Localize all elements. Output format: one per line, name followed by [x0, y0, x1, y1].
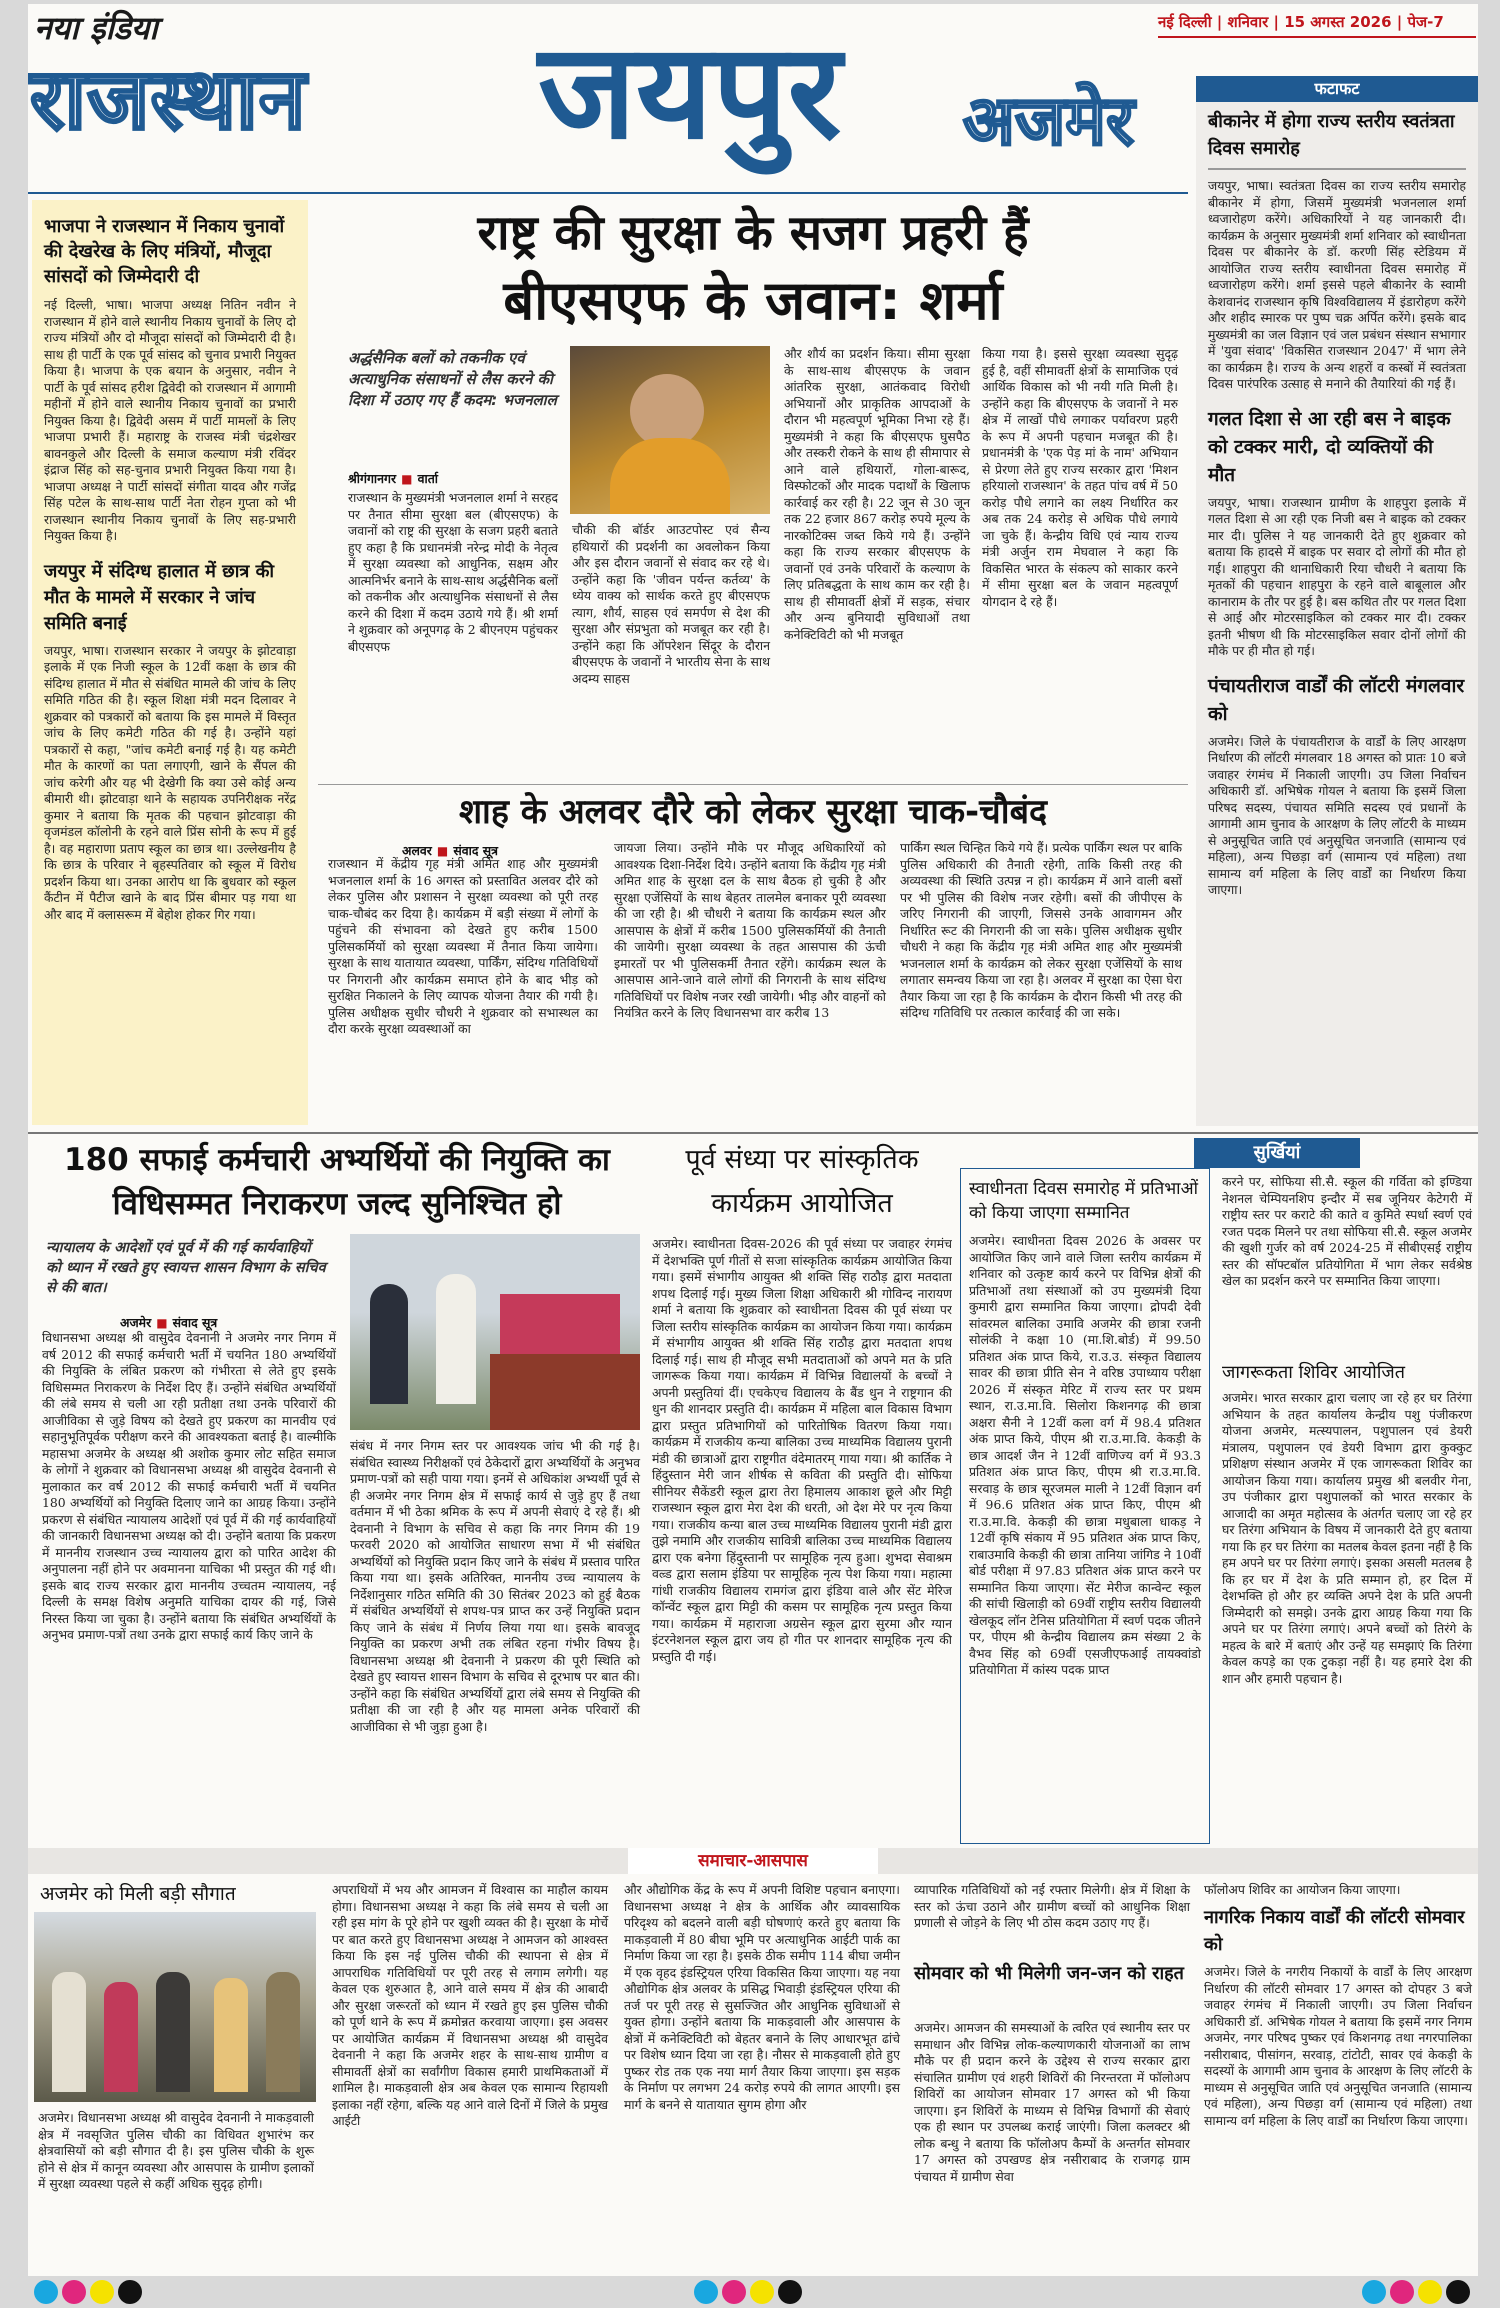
right-marks: [1362, 2280, 1474, 2308]
brand-logo: नया इंडिया: [34, 9, 158, 47]
lead-photo: [570, 346, 770, 514]
aaspaas-story1-title: अजमेर को मिली बड़ी सौगात: [40, 1883, 236, 1905]
shah-col2: जायजा लिया। उन्होंने मौके पर मौजूद अधिकारियों को आवश्यक दिशा-निर्देश दिये। उन्होंने बताया कि केंद्रीय गृह मंत्री अमित शाह के सुरक्षा दल के साथ बैठक हो चुकी है और सुरक्षा एजेंसियों के साथ बेहतर तालमेल बनाकर पूरी व्यवस्था की जा रही है। श्री चौधरी ने बताया कि कार्यक्रम स्थल और आसपास के क्षेत्रों में करीब 1500 पुलिसकर्मियों की तैनाती की जायेगी। सुरक्षा व्यवस्था के तहत आसपास की ऊंची इमारतों पर भी पुलिसकर्मी तैनात रहेंगे। कार्यक्रम स्थल के आसपास आने-जाने वाले लोगों की निगरानी के साथ संदिग्ध गतिविधियों पर विशेष नजर रखी जायेगी। भीड़ और वाहनों को नियंत्रित करने के लिए विधानसभा वार करीब 13: [614, 840, 886, 1020]
lead-col4: किया गया है। इससे सुरक्षा व्यवस्था सुदृढ़ हुई है, वहीं सीमावर्ती क्षेत्रों के सामाजिक एवं आर्थिक विकास को भी नयी गति मिली है। उन्होंने कहा कि बीएसएफ के जवानों ने मरु क्षेत्र में लाखों पौधे लगाकर पर्यावरण प्रहरी के रूप में अपनी पहचान मजबूत की है। प्रधानमंत्री के 'एक पेड़ मां के नाम' अभियान से प्रेरणा लेते हुए राज्य सरकार द्वारा 'मिशन हरियालो राजस्थान' के तहत पांच वर्ष में 50 करोड़ पौधे लगाने का लक्ष्य निर्धारित कर अब तक 24 करोड़ से अधिक पौधे लगाये जा चुके हैं। केन्द्रीय विधि एवं न्याय राज्य मंत्री अर्जुन राम मेघवाल ने कहा कि विकसित भारत के संकल्प को साकार करने में सीमा सुरक्षा बल के जवान महत्वपूर्ण योगदान दे रहे हैं।: [982, 346, 1178, 609]
lead-story: [318, 200, 1188, 780]
sandhya-body: अजमेर। स्वाधीनता दिवस-2026 की पूर्व संध्या पर जवाहर रंगमंच में देशभक्ति पूर्ण गीतों से सजा सांस्कृतिक कार्यक्रम आयोजित किया गया। इसमें संभागीय आयुक्त श्री शक्ति सिंह राठौड़ द्वारा मतदाता शपथ दिलाई गई। मुख्य जिला शिक्षा अधिकारी श्री गोविन्द नारायण शर्मा ने बताया कि शुक्रवार को स्वाधीनता दिवस की पूर्व संध्या पर जिला स्तरीय सांस्कृतिक कार्यक्रम का आयोजन किया गया। कार्यक्रम में संभागीय आयुक्त श्री शक्ति सिंह राठौड़ द्वारा मतदाता शपथ दिलाई गई। साथ ही मौजूद सभी मतदाताओं को अपने मत के प्रति जागरूक किया गया। कार्यक्रम में विभिन्न विद्यालयों के बच्चों ने अपनी प्रस्तुतियां दीं। एचकेएच विद्यालय के बैंड धुन ने राष्ट्रगान की धुन की शानदार प्रस्तुति दी। कार्यक्रम में महिला बाल विकास विभाग द्वारा प्रस्तुत प्रतिभागियों को पारितोषिक वितरण किया गया। कार्यक्रम में राजकीय कन्या बालिका उच्च माध्यमिक विद्यालय पुरानी मंडी की छात्राओं द्वारा राष्ट्रगीत वंदेमातरम् गाया गया। श्री कार्तिक ने हिंदुस्तान मेरी जान शीर्षक से कविता की प्रस्तुति दी। सोफिया सीनियर सैकेंडरी स्कूल द्वारा तेरा हिमालय आकाश छूले और मिट्टी राजस्थान स्कूल द्वारा मेरा देश की धरती, ओ देश मेरे पर नृत्य किया गया। राजकीय कन्या बाल उच्च माध्यमिक विद्यालय पुरानी मंडी द्वारा तुझे नमामि और राजकीय सावित्री बालिका उच्च माध्यमिक विद्यालय द्वारा एक बनेगा हिंदुस्तानी पर सामूहिक नृत्य हुआ। शुभदा सेवाश्रम वल्र्ड द्वारा सलाम इंडिया पर सामूहिक नृत्य पेश किया गया। महात्मा गांधी राजकीय विद्यालय रामगंज द्वारा इंडिया वाले और सेंट मेरिज कॉन्वेंट स्कूल द्वारा मिट्टी की कसम पर सामूहिक नृत्य प्रस्तुत किया गया। कार्यक्रम में महाराजा अग्रसेन स्कूल द्वारा सुरमा और ग्यान इंटरनेशनल स्कूल द्वारा जय हो गीत पर शानदार सामूहिक नृत्य की प्रस्तुति दी गई।: [652, 1236, 952, 1664]
fatafat-story3-title: पंचायतीराज वार्डों की लॉटरी मंगलवार को: [1208, 674, 1465, 725]
yellow-mark: [90, 2280, 114, 2304]
shah-dateline: अलवर: [402, 843, 432, 858]
shah-agency: संवाद सूत्र: [453, 843, 498, 858]
cyan-mark: [34, 2280, 58, 2304]
aaspaas-story2-title: सोमवार को भी मिलेगी जन-जन को राहत: [914, 1963, 1184, 1984]
lead-deck: अर्द्धसैनिक बलों को तकनीक एवं अत्याधुनिक संसाधनों से लैस करने की दिशा में उठाए गए हैं कदम: भजनलाल: [348, 349, 557, 409]
safai-story: [32, 1138, 642, 1846]
aaspaas-section: [28, 1848, 1478, 2268]
shah-story: [318, 784, 1188, 1129]
fatafat-story2-title: गलत दिशा से आ रही बस ने बाइक को टक्कर मारी, दो व्यक्तियों की मौत: [1208, 407, 1451, 486]
lead-headline-line1: राष्ट्र की सुरक्षा के सजग प्रहरी हैं: [477, 205, 1029, 261]
safai-dateline: अजमेर: [120, 1315, 152, 1330]
aaspaas-story1-col3: और औद्योगिक केंद्र के रूप में अपनी विशिष्ट पहचान बनाएगा। विधानसभा अध्यक्ष ने क्षेत्र के आर्थिक और व्यावसायिक परिदृश्य को बदलने वाली बड़ी घोषणाएं करते हुए बताया कि माकड़वाली में 80 बीघा भूमि पर अत्याधुनिक आईटी पार्क का निर्माण किया जा रहा है। इसके ठीक समीप 114 बीघा जमीन में एक वृहद इंडस्ट्रियल एरिया विकसित किया जाएगा। यह नया औद्योगिक क्षेत्र अलवर के प्रसिद्ध भिवाड़ी इंडस्ट्रियल एरिया की तर्ज पर पूरी तरह से सुसज्जित और आधुनिक सुविधाओं से युक्त होगा। उन्होंने बताया कि माकड़वाली और आसपास के क्षेत्रों में कनेक्टिविटी को बेहतर बनाने के लिए आधारभूत ढांचे पर विशेष ध्यान दिया जा रहा है। नौसर से माकड़वाली होते हुए पुष्कर रोड तक एक नया मार्ग तैयार किया जाएगा। इस सड़क के निर्माण पर लगभग 24 करोड़ रुपये की लागत आएगी। इस मार्ग के बनने से यातायात सुगम होगा और: [624, 1882, 900, 2112]
aaspaas-story1-col2: अपराधियों में भय और आमजन में विश्वास का माहौल कायम होगा। विधानसभा अध्यक्ष ने कहा कि लंबे समय से चली आ रही इस मांग के पूरे होने पर खुशी व्यक्त की है। सुरक्षा के मोर्चे पर बात करते हुए विधानसभा अध्यक्ष ने आमजन को आश्वस्त किया कि इस नई पुलिस चौकी की स्थापना से क्षेत्र में आपराधिक गतिविधियों पर पूरी तरह से लगाम लगेगी। यह केवल एक शुरुआत है, आने वाले समय में क्षेत्र की आबादी और सुरक्षा जरूरतों को ध्यान में रखते हुए इस पुलिस चौकी को पूर्ण थाने के रूप में क्रमोन्नत करवाया जाएगा। इस अवसर पर आयोजित कार्यक्रम में विधानसभा अध्यक्ष श्री वासुदेव देवनानी ने कहा कि अजमेर शहर के साथ-साथ ग्रामीण व सीमावर्ती क्षेत्रों का सर्वांगीण विकास हमारी प्राथमिकताओं में शामिल है। माकड़वाली क्षेत्र अब केवल एक सामान्य रिहायशी इलाका नहीं रहेगा, बल्कि यह आने वाले दिनों में जिले के प्रमुख आईटी: [332, 1882, 608, 2128]
safai-col1: विधानसभा अध्यक्ष श्री वासुदेव देवनानी ने अजमेर नगर निगम में वर्ष 2012 की सफाई कर्मचारी भर्ती में चयनित 180 अभ्यर्थियों की नियुक्ति के लंबित प्रकरण को गंभीरता से लेते हुए इसके विधिसम्मत निराकरण के निर्देश दिए हैं। उन्होंने संबंधित अभ्यर्थियों की लंबे समय से चली आ रही प्रतीक्षा तथा उनके परिवारों की आजीविका से जुड़े विषय को देखते हुए प्रकरण का मानवीय एवं सहानुभूतिपूर्वक परीक्षण करने की आवश्यकता बताई है। वाल्मीकि महासभा अजमेर के अध्यक्ष श्री अशोक कुमार लोट सहित समाज के लोगों ने शुक्रवार को विधानसभा अध्यक्ष श्री वासुदेव देवनानी से मुलाकात कर वर्ष 2012 की सफाई कर्मचारी भर्ती में चयनित 180 अभ्यर्थियों को नियुक्ति दिलाए जाने का आग्रह किया। उन्होंने प्रकरण से संबंधित न्यायालय आदेशों एवं पूर्व में की गई कार्यवाहियों की जानकारी विधानसभा अध्यक्ष को दी। उन्होंने बताया कि प्रकरण में माननीय राजस्थान उच्च न्यायालय द्वारा को पारित आदेश की अनुपालना नहीं होने पर अवमानना याचिका भी प्रस्तुत की गई थी। इसके बाद राज्य सरकार द्वारा माननीय उच्चतम न्यायालय, नई दिल्ली के समक्ष विशेष अनुमति याचिका दायर की गई, जिसे निरस्त किया जा चुका है। उन्होंने बताया कि संबंधित अभ्यर्थियों के अनुभव प्रमाण-पत्रों तथा उनके द्वारा सफाई कार्य किए जाने के: [42, 1330, 336, 1642]
safai-photo: [350, 1234, 640, 1430]
surkhiyan-story1-cont: करने पर, सोफिया सी.सै. स्कूल की गर्विता को इण्डिया नेशनल चेम्पियनशिप इन्दौर में सब जूनियर केटेगरी में राष्ट्रीय स्तर पर कराटे की काते व कुमिते स्पर्धा स्वर्ण एवं रजत पदक मिलने पर तथा सोफिया सी.सै. स्कूल अजमेर की खुशी गुर्जर को वर्ष 2024-25 में सीबीएसई राष्ट्रीय स्तर की सॉफ्टबॉल प्रतियोगिता में भाग लेकर सर्वश्रेष्ठ खेल का प्रदर्शन करने पर सम्मानित किया जाएगा।: [1222, 1174, 1472, 1288]
lead-dateline: श्रीगंगानगर: [348, 471, 397, 486]
city2-title: अजमेर: [963, 82, 1134, 161]
left-story2-title: जयपुर में संदिग्ध हालात में छात्र की मौत के मामले में सरकार ने जांच समिति बनाई: [44, 560, 275, 634]
safai-headline-line1: 180 सफाई कर्मचारी अभ्यर्थियों की नियुक्ति का: [64, 1142, 610, 1178]
masthead-underline: [28, 192, 1188, 194]
safai-agency: संवाद सूत्र: [172, 1315, 218, 1330]
fatafat-story2-body: जयपुर, भाषा। राजस्थान ग्रामीण के शाहपुरा इलाके में गलत दिशा से आ रही एक निजी बस ने बाइक को टक्कर मार दी। पुलिस ने यह जानकारी देते हुए शुक्रवार को बताया कि हादसे में बाइक पर सवार दो लोगों की मौत हो गई। शाहपुरा की थानाधिकारी रिया चौधरी ने बताया कि मृतकों की पहचान शाहपुरा के रहने वाले बाबूलाल और कानाराम के तौर पर हुई है। बस कथित तौर पर गलत दिशा से आई और मोटरसाइकिल को टक्कर मार दी। टक्कर इतनी भीषण थी कि मोटरसाइकिल सवार दोनों लोगों की मौके पर ही मौत हो गई।: [1208, 494, 1466, 658]
fatafat-label: फटाफट: [1196, 76, 1478, 102]
aaspaas-story3-title: नागरिक निकाय वार्डों की लॉटरी सोमवार को: [1204, 1907, 1465, 1955]
section-title: राजस्थान: [30, 50, 307, 148]
aaspaas-photo: [34, 1912, 316, 2102]
magenta-mark: [62, 2280, 86, 2304]
aaspaas-story2-cont: फॉलोअप शिविर का आयोजन किया जाएगा।: [1204, 1882, 1401, 1897]
lead-col1: राजस्थान के मुख्यमंत्री भजनलाल शर्मा ने सरहद पर तैनात सीमा सुरक्षा बल (बीएसएफ) के जवानों को राष्ट्र की सुरक्षा के सजग प्रहरी बताते हुए कहा है कि प्रधानमंत्री नरेन्द्र मोदी के नेतृत्व में सुरक्षा व्यवस्था को आधुनिक, सक्षम और आत्मनिर्भर बनाने के साथ-साथ अर्द्धसैनिक बलों को तकनीक और अत्याधुनिक संसाधनों से लैस करने की दिशा में कदम उठाये गये हैं। श्री शर्मा ने शुक्रवार को अनूपगढ़ के 2 बीएनएम पहुंचकर बीएसएफ: [348, 490, 558, 654]
sandhya-story: [652, 1138, 952, 1846]
shah-col1: राजस्थान में केंद्रीय गृह मंत्री अमित शाह और मुख्यमंत्री भजनलाल शर्मा के 16 अगस्त को प्रस्तावित अलवर दौरे को लेकर पुलिस और प्रशासन ने सुरक्षा व्यवस्था को पूरी तरह चाक-चौबंद कर दिया है। कार्यक्रम में बड़ी संख्या में लोगों के पहुंचने की संभावना को देखते हुए करीब 1500 पुलिसकर्मियों को सुरक्षा व्यवस्था में तैनात किया जायेगा। सुरक्षा के साथ यातायात व्यवस्था, पार्किंग, संदिग्ध गतिविधियों पर निगरानी और कार्यक्रम समाप्त होने के बाद भीड़ को सुरक्षित निकालने के लिए व्यापक योजना तैयार की गयी है। पुलिस अधीक्षक सुधीर चौधरी ने शुक्रवार को सभास्थल का दौरा करके सुरक्षा व्यवस्थाओं का: [328, 856, 598, 1036]
surkhiyan-story2-title: जागरूकता शिविर आयोजित: [1222, 1362, 1406, 1383]
surkhiyan-story2-body: अजमेर। भारत सरकार द्वारा चलाए जा रहे हर घर तिरंगा अभियान के तहत कार्यालय केन्द्रीय पशु पंजीकरण योजना अजमेर, मत्स्यपालन, पशुपालन एवं डेयरी मंत्रालय, पशुपालन एवं डेयरी विभाग द्वारा कुक्कुट प्रशिक्षण संस्थान अजमेर में एक जागरूकता शिविर का आयोजन किया गया। कार्यालय प्रमुख श्री बलवीर गेना, उप पंजीकार द्वारा पशुपालकों को भारत सरकार के आजादी का अमृत महोत्सव के अंतर्गत चलाए जा रहे हर घर तिरंगा अभियान के विषय में जानकारी देते हुए बताया गया कि हर घर तिरंगा का मतलब केवल इतना नहीं है कि हम अपने घर पर तिरंगा लगाएं। इसका असली मतलब है कि हर घर में देश के प्रति सम्मान हो, हर दिल में देशभक्ति हो और हर व्यक्ति अपने देश के प्रति अपनी जिम्मेदारी को समझे। उनके द्वारा आग्रह किया गया कि अपने घर पर तिरंगा लगाएं। अपने बच्चों को तिरंगे के महत्व के बारे में बताएं और उन्हें यह समझाएं कि तिरंगा केवल कपड़े का एक टुकड़ा नहीं है। यह हमारे देश की शान और हमारी पहचान है।: [1222, 1390, 1472, 1686]
lead-byline: श्रीगंगानगर ■ वार्ता: [348, 471, 438, 486]
aaspaas-story3-body: अजमेर। जिले के नगरीय निकायों के वार्डों के लिए आरक्षण निर्धारण की लॉटरी सोमवार 17 अगस्त को दोपहर 3 बजे जवाहर रंगमंच में निकाली जाएगी। उप जिला निर्वाचन अधिकारी डॉ. अभिषेक गोयल ने बताया कि इसमें नगर निगम अजमेर, नगर परिषद पुष्कर एवं किशनगढ़ तथा नगरपालिका नसीराबाद, पीसांगन, सरवाड़, टांटोटी, सावर एवं केकड़ी के सदस्यों के आगामी आम चुनाव के आरक्षण के लिए लॉटरी के माध्यम से अनुसूचित जाति एवं अनुसूचित जनजाति (सामान्य एवं महिला), अन्य पिछड़ा वर्ग (सामान्य एवं महिला) तथा सामान्य वर्ग महिला के लिए वार्डों का निर्धारण किया जाएगा।: [1204, 1964, 1472, 2128]
center-marks: [694, 2280, 806, 2308]
surkhiyan-story1-box: [960, 1168, 1210, 1844]
fatafat-story3-body: अजमेर। जिले के पंचायतीराज के वार्डों के लिए आरक्षण निर्धारण की लॉटरी मंगलवार 18 अगस्त को प्रातः 10 बजे जवाहर रंगमंच में निकाली जाएगी। उप जिला निर्वाचन अधिकारी डॉ. अभिषेक गोयल ने बताया कि इसमें जिला परिषद सदस्य, पंचायत समिति सदस्य एवं प्रधानों के आगामी आम चुनाव के आरक्षण के लिए लॉटरी के माध्यम से अनुसूचित जाति एवं अनुसूचित जनजाति (सामान्य एवं महिला), अन्य पिछड़ा वर्ग (सामान्य एवं महिला) तथा सामान्य वर्ग महिला के लिए वार्डों का निर्धारण किया जाएगा।: [1208, 733, 1466, 897]
shah-headline: शाह के अलवर दौरे को लेकर सुरक्षा चाक-चौबंद: [458, 792, 1048, 832]
aaspaas-story1-body: अजमेर। विधानसभा अध्यक्ष श्री वासुदेव देवनानी ने माकड़वाली क्षेत्र में नवसृजित पुलिस चौकी का विधिवत शुभारंभ कर क्षेत्रवासियों को बड़ी सौगात दी है। इस पुलिस चौकी के शुरू होने से क्षेत्र में कानून व्यवस्था और आसपास के ग्रामीण इलाकों में सुरक्षा व्यवस्था पहले से कहीं अधिक सुदृढ़ होगी।: [38, 2110, 314, 2191]
aaspaas-story1-col4: व्यापारिक गतिविधियों को नई रफ्तार मिलेगी। क्षेत्र में शिक्षा के स्तर को ऊंचा उठाने और ग्रामीण बच्चों को आधुनिक शिक्षा प्रणाली से जोड़ने के लिए भी ठोस कदम उठाए गए हैं।: [914, 1882, 1190, 1930]
safai-byline: अजमेर ■ संवाद सूत्र: [120, 1315, 218, 1330]
lead-agency: वार्ता: [417, 471, 438, 486]
shah-col3: पार्किंग स्थल चिन्हित किये गये हैं। प्रत्येक पार्किंग स्थल पर बाकि पुलिस अधिकारी की तैनाती रहेगी, ताकि किसी तरह की अव्यवस्था की स्थिति उत्पन्न न हो। कार्यक्रम में आने वाली बसों पर भी पुलिस की विशेष नजर रहेगी। बसों की जीपीएस के जरिए निगरानी की जाएगी, जिससे उनके आवागमन और निर्धारित रूट की निगरानी की जा सके। पुलिस अधीक्षक सुधीर चौधरी ने कहा कि केंद्रीय गृह मंत्री अमित शाह और मुख्यमंत्री भजनलाल शर्मा के कार्यक्रम को लेकर सुरक्षा एजेंसियों के साथ लगातार समन्वय किया जा रहा है। अलवर में सुरक्षा का ऐसा घेरा तैयार किया जा रहा है कि कार्यक्रम के दौरान किसी भी तरह की संदिग्ध गतिविधि पर तत्काल कार्रवाई की जा सके।: [900, 840, 1183, 1020]
print-registration-marks: [34, 2280, 1474, 2304]
shah-byline: अलवर ■ संवाद सूत्र: [402, 843, 498, 858]
safai-headline-line2: विधिसम्मत निराकरण जल्द सुनिश्चित हो: [112, 1186, 562, 1222]
black-mark: [118, 2280, 142, 2304]
sandhya-headline-line2: कार्यक्रम आयोजित: [711, 1188, 893, 1219]
safai-deck: न्यायालय के आदेशों एवं पूर्व में की गई कार्यवाहियों को ध्यान में रखते हुए स्वायत्त शासन विभाग के सचिव से की बात।: [46, 1240, 326, 1296]
shah-top-rule: [318, 784, 1188, 785]
surkhiyan-story1-body: अजमेर। स्वाधीनता दिवस 2026 के अवसर पर आयोजित किए जाने वाले जिला स्तरीय कार्यक्रम में शनिवार को उत्कृष्ट कार्य करने पर विभिन्न क्षेत्रों की प्रतिभाओं तथा संस्थाओं को उप मुख्यमंत्री दिया कुमारी द्वारा सम्मानित किया जाएगा। द्रोपदी देवी सांवरमल बालिका उमावि अजमेर की छात्रा रजनी सोलंकी ने कक्षा 10 (मा.शि.बोर्ड) में 99.50 प्रतिशत अंक प्राप्त किये, रा.उ.उ. संस्कृत विद्यालय सावर की छात्रा प्रीति सेन ने वरिष्ठ उपाध्याय परीक्षा 2026 में संस्कृत मेरिट में राज्य स्तर पर प्रथम स्थान, रा.उ.मा.वि. सिलोरा किशनगढ़ की छात्रा अक्षरा सैनी ने 12वीं कला वर्ग में 98.4 प्रतिशत अंक प्राप्त किये, पीएम श्री रा.उ.मा.वि. केकड़ी के छात्र आदर्श जैन ने 12वीं वाणिज्य वर्ग में 93.3 प्रतिशत अंक प्राप्त किए, पीएम श्री रा.उ.मा.वि. सरवाड़ के छात्र सूरजमल माली ने 12वीं विज्ञान वर्ग में 96.6 प्रतिशत अंक प्राप्त किए, पीएम श्री रा.उ.मा.वि. केकड़ी की छात्रा मधुबाला धाकड़ ने 12वीं कृषि संकाय में 95 प्रतिशत अंक प्राप्त किए, राबाउमावि केकड़ी की छात्रा तानिया जांगिड ने 10वीं बोर्ड परीक्षा में 97.83 प्रतिशत अंक प्राप्त करने पर सम्मानित किया जाएगा। सेंट मेरीज कान्वेन्ट स्कूल की सांची खिलाड़ी को 69वीं राष्ट्रीय स्तरीय विद्यालयी खेलकूद लॉन टेनिस प्रतियोगिता में स्वर्ण पदक जीतने पर, पीएम श्री केन्द्रीय विद्यालय क्रम संख्या 2 के वैभव सिंह को 69वीं एसजीएफआई तायक्वांडो प्रतियोगिता में कांस्य पदक प्राप्त: [969, 1233, 1201, 1677]
dateline-bar: नई दिल्ली | शनिवार | 15 अगस्त 2026 | पेज-7: [1158, 12, 1476, 38]
aaspaas-label: समाचार-आसपास: [628, 1848, 878, 1874]
fatafat-story1-body: जयपुर, भाषा। स्वतंत्रता दिवस का राज्य स्तरीय समारोह बीकानेर में होगा, जिसमें मुख्यमंत्री भजनलाल शर्मा ध्वजारोहण करेंगे। अधिकारियों ने यह जानकारी दी। कार्यक्रम के अनुसार मुख्यमंत्री शर्मा शनिवार को स्वाधीनता दिवस पर बीकानेर के डॉ. करणी सिंह स्टेडियम में आयोजित राज्य स्तरीय स्वाधीनता दिवस समारोह में ध्वजारोहण करेंगे। शर्मा इससे पहले बीकानेर के स्वामी केशवानंद राजस्थान कृषि विश्वविद्यालय में इंडारोहण करेंगे और शहीद स्मारक पर पुष्प चक्र अर्पित करेंगे। इसके बाद मुख्यमंत्री का जल विज्ञान एवं जल प्रबंधन संस्थान सभागार में 'युवा संवाद' 'विकसित राजस्थान 2047' में भाग लेने का कार्यक्रम है। राज्य के अन्य शहरों व कस्बों में स्वतंत्रता दिवस पारंपरिक उत्साह से मनाने की तैयारियां की गई हैं।: [1208, 178, 1466, 391]
lead-col3: और शौर्य का प्रदर्शन किया। सीमा सुरक्षा के साथ-साथ बीएसएफ के जवान आंतरिक सुरक्षा, आतंकवाद विरोधी अभियानों और प्राकृतिक आपदाओं के दौरान भी महत्वपूर्ण भूमिका निभा रहे हैं। मुख्यमंत्री ने कहा कि बीएसएफ घुसपैठ और तस्करी रोकने के साथ ही सीमापार से आने वाले हथियारों, गोला-बारूद, विस्फोटकों और मादक पदार्थों के खिलाफ कार्रवाई कर रही है। 22 जून से 30 जून तक 22 हजार 867 करोड़ रुपये मूल्य के नारकोटिक्स जब्त किये गये हैं। उन्होंने कहा कि राज्य सरकार बीएसएफ के जवानों एवं उनके परिवारों के कल्याण के लिए प्रतिबद्धता के साथ काम कर रही है। साथ ही सीमावर्ती क्षेत्रों में सड़क, संचार और अन्य बुनियादी सुविधाओं तथा कनेक्टिविटी को भी मजबूत: [784, 346, 970, 642]
fatafat-divider: [1208, 168, 1466, 170]
lead-col2: चौकी की बॉर्डर आउटपोस्ट एवं सैन्य हथियारों की प्रदर्शनी का अवलोकन किया और इस दौरान जवानों से संवाद कर रहे थे। उन्होंने कहा कि 'जीवन पर्यन्त कर्तव्य' के ध्येय वाक्य को सार्थक करते हुए बीएसएफ त्याग, शौर्य, साहस एवं समर्पण से देश की सुरक्षा और संप्रभुता को मजबूत कर रही है। उन्होंने कहा कि ऑपरेशन सिंदूर के दौरान बीएसएफ के जवानों ने भारतीय सेना के साथ अदम्य साहस: [572, 522, 770, 686]
surkhiyan-section: [960, 1138, 1478, 1846]
surkhiyan-story1-title: स्वाधीनता दिवस समारोह में प्रतिभाओं को किया जाएगा सम्मानित: [969, 1179, 1198, 1223]
mid-divider: [28, 1132, 1478, 1134]
city-title: जयपुर: [538, 15, 842, 169]
fatafat-story1-title: बीकानेर में होगा राज्य स्तरीय स्वतंत्रता दिवस समारोह: [1208, 111, 1455, 159]
aaspaas-story2-body: अजमेर। आमजन की समस्याओं के त्वरित एवं स्थानीय स्तर पर समाधान और विभिन्न लोक-कल्याणकारी योजनाओं का लाभ मौके पर ही प्रदान करने के उद्देश्य से राज्य सरकार द्वारा संचालित ग्रामीण एवं शहरी शिविरों की निरन्तरता में फॉलोअप शिविरों का आयोजन सोमवार 17 अगस्त को भी किया जाएगा। इन शिविरों के माध्यम से विभिन्न विभागों की सेवाएं एक ही स्थान पर उपलब्ध कराई जाएंगी। जिला कलक्टर श्री लोक बन्धु ने बताया कि फॉलोअप कैम्पों के अन्तर्गत सोमवार 17 अगस्त को उपखण्ड क्षेत्र नसीराबाद के राजगढ़ ग्राम पंचायत में ग्रामीण सेवा: [914, 2020, 1190, 2184]
surkhiyan-label: सुर्खियां: [1194, 1138, 1360, 1168]
left-column: [32, 200, 308, 1125]
fatafat-column: [1196, 76, 1478, 1126]
left-story1-title: भाजपा ने राजस्थान में निकाय चुनावों की देखरेख के लिए मंत्रियों, मौजूदा सांसदों को जिम्मेदारी दी: [44, 216, 285, 287]
newspaper-page: [28, 4, 1478, 2276]
left-story2-body: जयपुर, भाषा। राजस्थान सरकार ने जयपुर के झोटवाड़ा इलाके में एक निजी स्कूल के 12वीं कक्षा के छात्र की संदिग्ध हालात में मौत से संबंधित मामले की जांच के लिए समिति गठित की है। स्कूल शिक्षा मंत्री मदन दिलावर ने शुक्रवार को पत्रकारों को बताया कि इस मामले में विस्तृत जांच के लिए कमेटी गठित की गई है। उन्होंने यहां पत्रकारों से कहा, "जांच कमेटी बनाई गई है। यह कमेटी मौत के कारणों का पता लगाएगी, खाने के सैंपल की जांच करेगी और यह भी देखेगी कि क्या उसे कोई अन्य बीमारी थी। झोटवाड़ा थाने के सहायक उपनिरीक्षक नरेंद्र कुमार ने बताया कि मृतक की पहचान झोटवाड़ा की वृजमंडल कॉलोनी के रहने वाले प्रिंस सोनी के रूप में हुई है। वह महाराणा प्रताप स्कूल का छात्र था। उल्लेखनीय है कि छात्र के परिवार ने बृहस्पतिवार को स्कूल में विरोध प्रदर्शन किया था। उनका आरोप था कि बुधवार को स्कूल कैंटीन में पैटीज खाने के बाद प्रिंस बीमार पड़ गया था और बाद में क्लासरूम में बेहोश होकर गिर गया।: [44, 642, 296, 922]
lead-headline-line2: बीएसएफ के जवान: शर्मा: [503, 269, 1003, 332]
left-story1-body: नई दिल्ली, भाषा। भाजपा अध्यक्ष नितिन नवीन ने राजस्थान में होने वाले स्थानीय निकाय चुनावों के लिए दो राज्य मंत्रियों और दो मौजूदा सांसदों को जिम्मेदारी दी है। साथ ही पार्टी के एक पूर्व सांसद को चुनाव प्रभारी नियुक्त किया है। भाजपा के एक बयान के अनुसार, नवीन ने पार्टी के पूर्व सांसद हरीश द्विवेदी को राजस्थान में आगामी महीनों में होने वाले स्थानीय निकाय चुनावों का प्रभारी नियुक्त किया है। द्विवेदी असम में पार्टी मामलों के लिए भाजपा प्रभारी हैं। महाराष्ट्र के राजस्व मंत्री चंद्रशेखर बावनकुले और दिल्ली के समाज कल्याण मंत्री रविंदर इंद्राज सिंह को सह-चुनाव प्रभारी नियुक्त किया गया है। भाजपा अध्यक्ष ने पार्टी सांसदों संगीता यादव और गजेंद्र सिंह पटेल के साथ-साथ पार्टी नेता रोहन गुप्ता को भी राजस्थान स्थानीय निकाय चुनावों के लिए सह-प्रभारी नियुक्त किया है।: [44, 297, 296, 543]
sandhya-headline-line1: पूर्व संध्या पर सांस्कृतिक: [685, 1144, 919, 1175]
safai-col2: संबंध में नगर निगम स्तर पर आवश्यक जांच भी की गई है। संबंधित स्वास्थ्य निरीक्षकों एवं ठेकेदारों द्वारा अभ्यर्थियों के अनुभव प्रमाण-पत्रों को सही पाया गया। इनमें से अधिकांश अभ्यर्थी पूर्व से ही अजमेर नगर निगम क्षेत्र में सफाई कार्य से जुड़े हुए हैं तथा वर्तमान में भी ठेका श्रमिक के रूप में अपनी सेवाएं दे रहे हैं। श्री देवनानी ने विभाग के सचिव से कहा कि नगर निगम की 19 फरवरी 2020 को आयोजित साधारण सभा में भी संबंधित अभ्यर्थियों को नियुक्ति प्रदान किए जाने के संबंध में प्रस्ताव पारित किया गया था। इसके अतिरिक्त, माननीय उच्च न्यायालय के निर्देशानुसार गठित समिति की 30 सितंबर 2023 को हुई बैठक में संबंधित अभ्यर्थियों से शपथ-पत्र प्राप्त कर उन्हें नियुक्ति प्रदान किए जाने के संबंध में निर्णय लिया गया था। इसके बावजूद नियुक्ति का प्रकरण अभी तक लंबित रहना गंभीर विषय है। विधानसभा अध्यक्ष श्री देवनानी ने प्रकरण की पूरी स्थिति को देखते हुए स्वायत्त शासन विभाग के सचिव से दूरभाष पर बात की। उन्होंने कहा कि संबंधित अभ्यर्थियों द्वारा लंबे समय से नियुक्ति की प्रतीक्षा की जा रही है और यह मामला अनेक परिवारों की आजीविका से भी जुड़ा हुआ है।: [350, 1438, 640, 1734]
